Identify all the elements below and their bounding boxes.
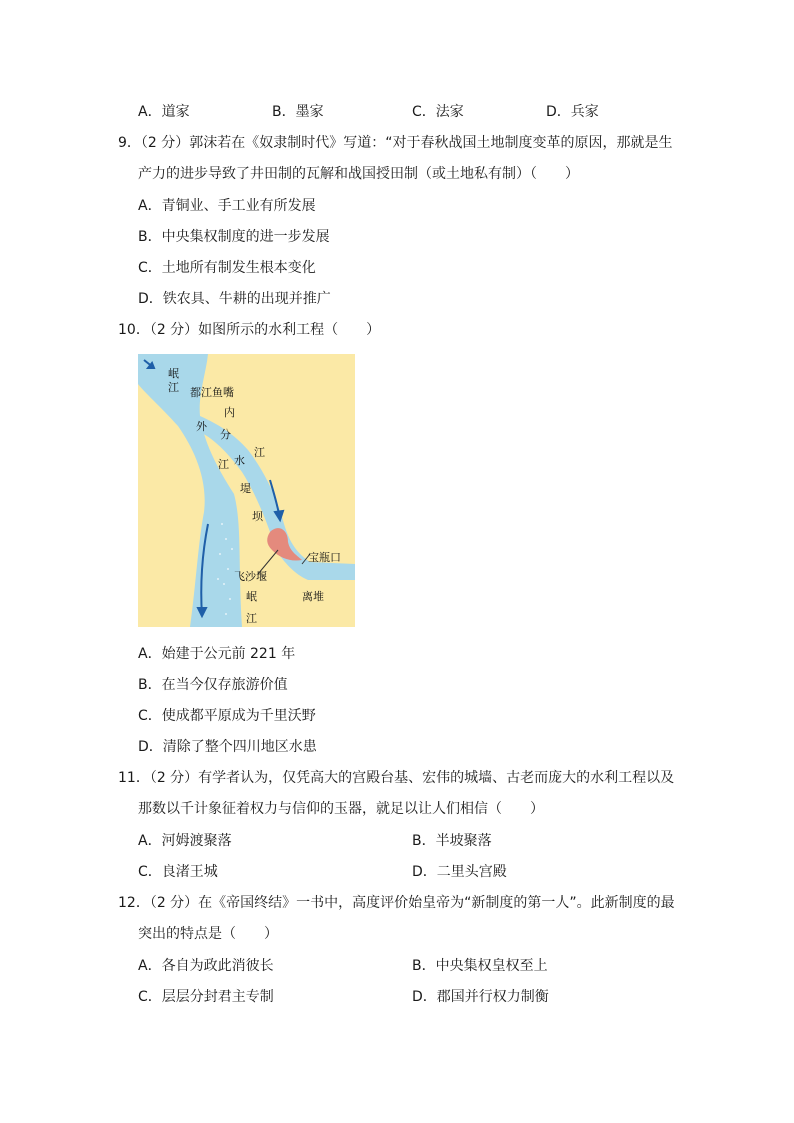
q10-option-b: B．在当今仅存旅游价值 bbox=[138, 677, 288, 693]
map-label-fenshui-3: 堤 bbox=[240, 482, 251, 495]
map-label-fenshui-1: 分 bbox=[220, 428, 231, 441]
map-label-baopingkou: 宝瓶口 bbox=[308, 551, 341, 564]
q10-option-d: D．清除了整个四川地区水患 bbox=[138, 739, 317, 755]
q8-option-b: B．墨家 bbox=[272, 104, 324, 120]
map-label-minjiang-bottom-1: 岷 bbox=[246, 590, 257, 603]
map-label-fenshui-2: 水 bbox=[234, 454, 245, 467]
q9-option-a: A．青铜业、手工业有所发展 bbox=[138, 198, 316, 214]
q12-option-d: D．郡国并行权力制衡 bbox=[412, 989, 549, 1005]
q12-stem-line1: 12．（2 分）在《帝国终结》一书中，高度评价始皇帝为“新制度的第一人”。此新制度的最 bbox=[118, 895, 675, 911]
q12-stem-line2: 突出的特点是（ ） bbox=[138, 926, 278, 942]
q10-stem: 10．（2 分）如图所示的水利工程（ ） bbox=[118, 322, 381, 338]
q11-stem-line2: 那数以千计象征着权力与信仰的玉器，就足以让人们相信（ ） bbox=[138, 801, 544, 817]
map-label-waijiang-1: 外 bbox=[196, 420, 207, 433]
q11-option-a: A．河姆渡聚落 bbox=[138, 833, 232, 849]
map-label-feishayan: 飞沙堰 bbox=[234, 570, 267, 583]
map-label-neijiang-2: 江 bbox=[254, 446, 265, 459]
map-label-neijiang-1: 内 bbox=[224, 406, 235, 419]
q11-option-d: D．二里头宫殿 bbox=[412, 864, 507, 880]
q12-option-a: A．各自为政此消彼长 bbox=[138, 958, 274, 974]
q11-option-c: C．良渚王城 bbox=[138, 864, 218, 880]
q8-option-d: D．兵家 bbox=[546, 104, 599, 120]
map-label-fenshui-4: 坝 bbox=[252, 510, 263, 523]
q12-option-b: B．中央集权皇权至上 bbox=[412, 958, 548, 974]
map-label-minjiang-top-1: 岷 bbox=[168, 367, 179, 380]
q12-option-c: C．层层分封君主专制 bbox=[138, 989, 274, 1005]
q8-option-c: C．法家 bbox=[412, 104, 464, 120]
q11-option-b: B．半坡聚落 bbox=[412, 833, 492, 849]
map-label-minjiang-top-2: 江 bbox=[168, 381, 179, 394]
q9-stem-line1: 9．（2 分）郭沫若在《奴隶制时代》写道：“对于春秋战国土地制度变革的原因，那就是生 bbox=[118, 135, 673, 151]
map-label-dujiang-yuzui: 都江鱼嘴 bbox=[190, 386, 234, 399]
map-label-minjiang-bottom-2: 江 bbox=[246, 612, 257, 625]
q10-option-a: A．始建于公元前 221 年 bbox=[138, 646, 296, 662]
q9-option-d: D．铁农具、牛耕的出现并推广 bbox=[138, 291, 331, 307]
map-label-lidui: 离堆 bbox=[302, 590, 324, 603]
q8-option-a: A．道家 bbox=[138, 104, 190, 120]
q9-option-b: B．中央集权制度的进一步发展 bbox=[138, 229, 330, 245]
dujiangyan-map bbox=[138, 354, 355, 627]
q10-option-c: C．使成都平原成为千里沃野 bbox=[138, 708, 316, 724]
map-label-waijiang-2: 江 bbox=[218, 458, 229, 471]
q11-stem-line1: 11．（2 分）有学者认为，仅凭高大的宫殿台基、宏伟的城墙、古老而庞大的水利工程以及 bbox=[118, 770, 675, 786]
q9-stem-line2: 产力的进步导致了井田制的瓦解和战国授田制（或土地私有制）（ ） bbox=[138, 166, 579, 182]
q9-option-c: C．土地所有制发生根本变化 bbox=[138, 260, 316, 276]
